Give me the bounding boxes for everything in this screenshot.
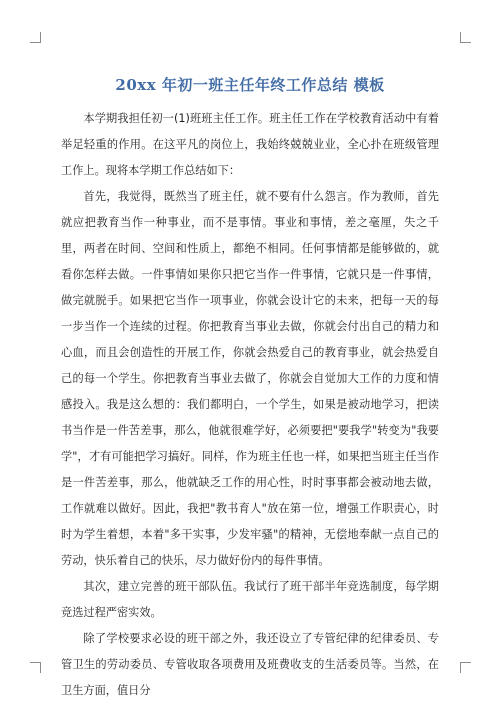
paragraph-second-point: 其次，建立完善的班干部队伍。我试行了班干部半年竞选制度，每学期竞选过程严密实效。 <box>61 580 439 619</box>
crop-mark-top-left <box>30 32 41 43</box>
paragraph-class-cadres: 除了学校要求必设的班干部之外，我还设立了专管纪律的纪律委员、专管卫生的劳动委员、专管收取各项费用及班费收支的生活委员等。当然，在卫生方面，值日分 <box>61 632 439 697</box>
crop-mark-bottom-left <box>30 662 41 673</box>
crop-mark-top-right <box>460 32 471 43</box>
paragraph-first-point: 首先，我觉得，既然当了班主任，就不要有什么怨言。作为教师，首先就应把教育当作一种事业，而不是事情。事业和事情，差之毫厘，失之千里，两者在时间、空间和性质上，都绝不相同。任何事情都是能够做的，就看你怎样去做。一件事情如果你只把它当作一件事情，它就只是一件事情，做完就脱手。如果把它当作一项事业，你就会设计它的未来，把每一天的每一步当作一个连续的过程。你把教育当事业去做，你就会付出自己的精力和心血，而且会创造性的开展工作，你就会热爱自己的教育事业，就会热爱自己的每一个学生。你把教育当事业去做了，你就会自觉加大工作的力度和情感投入。我是这么想的：我们都明白，一个学生，如果是被动地学习，把读书当作是一件苦差事，那么，他就很难学好，必须要把"要我学"转变为"我要学"，才有可能把学习搞好。同样，作为班主任也一样，如果把当班主任当作是一件苦差事，那么，他就缺乏工作的用心性，时时事事都会被动地去做，工作就难以做好。因此，我把"教书育人"放在第一位，增强工作职责心，时时为学生着想，本着"多干实事，少发牢骚"的精神，无偿地奉献一点自己的劳动，快乐着自己的快乐，尽力做好份内的每件事情。 <box>61 190 439 567</box>
paragraph-intro: 本学期我担任初一(1)班班主任工作。班主任工作在学校教育活动中有着举足轻重的作用。在这平凡的岗位上，我始终兢兢业业，全心扑在班级管理工作上。现将本学期工作总结如下： <box>61 112 439 177</box>
document-title: 20xx 年初一班主任年终工作总结 模板 <box>115 76 385 95</box>
document-body <box>61 106 439 704</box>
crop-mark-bottom-right <box>460 662 471 673</box>
